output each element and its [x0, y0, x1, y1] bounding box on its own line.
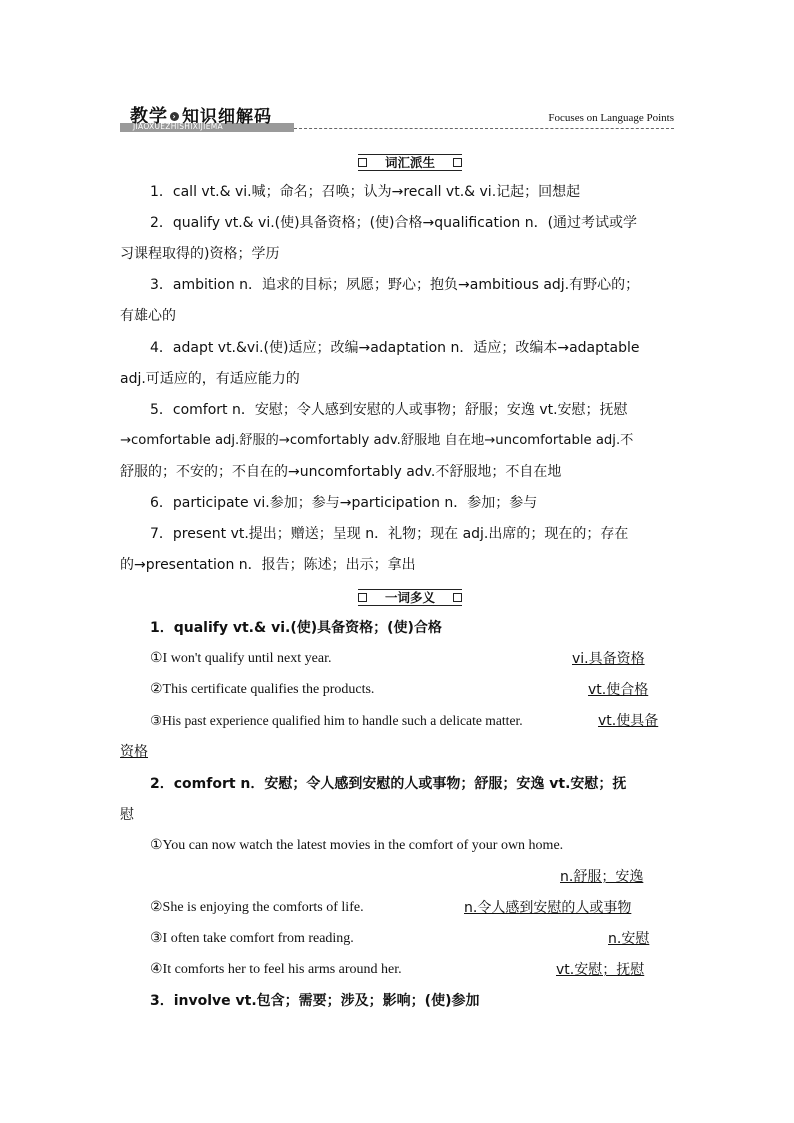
example-sentence: ①You can now watch the latest movies in the comfort of your own home. — [150, 838, 564, 853]
header-subtitle: Focuses on Language Points — [548, 112, 674, 124]
example-gloss: n.安慰 — [608, 931, 650, 947]
text-line: 1．call vt.& vi.喊；命名；召唤；认为→recall vt.& vi.记起；回想起 — [150, 184, 581, 200]
example-gloss: 资格 — [120, 744, 148, 760]
text-line: →comfortable adj.舒服的→comfortably adv.舒服地 自在地→uncomfortable adj.不 — [120, 433, 634, 448]
text-line: 7．present vt.提出；赠送；呈现 n．礼物；现在 adj.出席的；现在的；存在 — [150, 526, 629, 542]
example-gloss: vt.使具备 — [598, 713, 659, 729]
example-gloss: vt.安慰；抚慰 — [556, 962, 645, 978]
section-label-polysemy: 一词多义 — [358, 589, 462, 606]
entry-heading: 1．qualify vt.& vi.(使)具备资格；(使)合格 — [150, 620, 442, 636]
example-sentence: ④It comforts her to feel his arms around her. — [150, 962, 402, 977]
entry-heading: 2．comfort n．安慰；令人感到安慰的人或事物；舒服；安逸 vt.安慰；抚 — [150, 776, 627, 792]
entry-heading: 3．involve vt.包含；需要；涉及；影响；(使)参加 — [150, 993, 480, 1009]
text-line: 5．comfort n．安慰；令人感到安慰的人或事物；舒服；安逸 vt.安慰；抚慰 — [150, 402, 628, 418]
header-pinyin: JIAOXUEZHISHIXIJIEMA — [133, 122, 223, 131]
header-divider — [294, 128, 674, 129]
text-line: 习课程取得的)资格；学历 — [120, 246, 280, 262]
arrow-icon: › — [170, 112, 179, 121]
text-line: 6．participate vi.参加；参与→participation n．参加；参与 — [150, 495, 538, 511]
text-line: 舒服的；不安的；不自在的→uncomfortably adv.不舒服地；不自在地 — [120, 464, 562, 480]
text-line: 的→presentation n．报告；陈述；出示；拿出 — [120, 557, 416, 573]
section-label-derivation: 词汇派生 — [358, 154, 462, 171]
example-sentence: ①I won't qualify until next year. — [150, 651, 332, 666]
text-line: 3．ambition n．追求的目标；夙愿；野心；抱负→ambitious adj.有野心的； — [150, 277, 640, 293]
text-line: 2．qualify vt.& vi.(使)具备资格；(使)合格→qualification n．(通过考试或学 — [150, 215, 638, 231]
example-gloss: vt.使合格 — [588, 682, 649, 698]
header-title: 教学 › 知识细解码 — [130, 106, 272, 127]
example-gloss: n.舒服；安逸 — [560, 869, 644, 885]
example-gloss: vi.具备资格 — [572, 651, 645, 667]
page-header — [120, 100, 674, 134]
text-line: 有雄心的 — [120, 308, 176, 324]
example-sentence: ③His past experience qualified him to handle such a delicate matter. — [150, 713, 523, 728]
text-line: 慰 — [120, 807, 134, 823]
example-sentence: ③I often take comfort from reading. — [150, 931, 354, 946]
text-line: 4．adapt vt.&vi.(使)适应；改编→adaptation n．适应；改编本→adaptable — [150, 340, 640, 356]
text-line: adj.可适应的，有适应能力的 — [120, 371, 300, 387]
example-sentence: ②This certificate qualifies the products. — [150, 682, 375, 697]
example-sentence: ②She is enjoying the comforts of life. — [150, 900, 364, 915]
example-gloss: n.令人感到安慰的人或事物 — [464, 900, 632, 916]
